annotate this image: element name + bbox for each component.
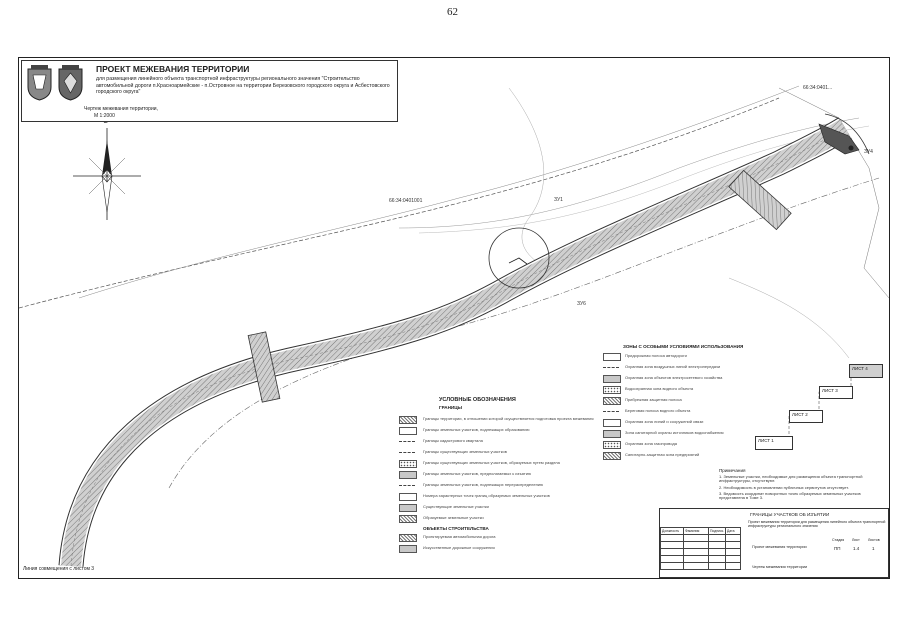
zones-item: Охранная зона воздушных линий электропередачи	[625, 364, 721, 369]
legend-swatch	[399, 460, 417, 468]
stamp-sheet: 1.4	[853, 546, 860, 551]
zones-item: Прибрежная защитная полоса	[625, 397, 682, 402]
stamp-col-header: Дата	[726, 528, 741, 535]
zones-item: Охранная зона объектов электросетевого хозяйства	[625, 375, 723, 380]
sheet-name: Чертеж межевания территории,	[84, 106, 158, 112]
drawing-sheet	[18, 57, 890, 579]
stamp-stage-label: Стадия	[832, 538, 845, 542]
project-title: ПРОЕКТ МЕЖЕВАНИЯ ТЕРРИТОРИИ	[96, 64, 250, 74]
legend-item: Границы земельных участков, подлежащих перераспределению	[423, 482, 544, 487]
parcel-label: ЗУ6	[577, 301, 586, 307]
legend-item: Границы существующих земельных участков, образуемых путем раздела	[423, 460, 560, 465]
legend-swatch	[399, 515, 417, 523]
legend-swatch	[399, 545, 417, 553]
zones-item: Охранная зона газопровода	[625, 441, 677, 446]
sheet-layout-box-4: ЛИСТ 4	[849, 364, 883, 378]
sheet-layout-steps	[757, 368, 851, 442]
page-number: 62	[447, 6, 458, 18]
coat-of-arms-icon	[26, 65, 53, 101]
stamp-stage: ПП	[834, 546, 841, 551]
drawing-stamp	[659, 508, 889, 578]
zones-legend-title: ЗОНЫ С ОСОБЫМИ УСЛОВИЯМИ ИСПОЛЬЗОВАНИЯ	[623, 344, 744, 349]
legend-item: Границы кадастрового квартала	[423, 438, 483, 443]
stamp-header: ГРАНИЦЫ УЧАСТКОВ ОБ ИЗЪЯТИИ	[750, 512, 830, 517]
north-arrow-icon	[73, 128, 141, 220]
legend-item: Границы земельных участков, подлежащих образованию	[423, 427, 530, 432]
stamp-col-header: Должность	[661, 528, 684, 535]
stamp-object: Проект межевания территории	[752, 545, 807, 549]
note-item: 1. Земельные участки, необходимые для размещения объекта транспортной инфраструктуры, отсутствуют.	[719, 474, 863, 484]
zones-swatch	[603, 375, 621, 383]
legend-item: Проектируемая автомобильная дорога	[423, 534, 496, 539]
zones-item: Охранная зона линий и сооружений связи	[625, 419, 704, 424]
note-item: 2. Необходимость в установлении публичных сервитутов отсутствует.	[719, 485, 849, 490]
sheet-layout-box-3: ЛИСТ 3	[819, 386, 853, 399]
zones-swatch	[603, 441, 621, 449]
utility-line	[399, 118, 859, 228]
legend-swatch	[399, 441, 415, 442]
parcel-label: ЗУ1	[554, 197, 563, 203]
sheet-layout-box-2: ЛИСТ 2	[789, 410, 823, 423]
zones-item: Зона санитарной охраны источников водоснабжения	[625, 430, 724, 435]
stamp-signatures-table	[660, 527, 741, 570]
junction-east-point	[849, 146, 854, 151]
match-line-note: Линия совмещения с листом 3	[23, 566, 95, 572]
stamp-sheet-label: Лист	[852, 538, 860, 542]
legend-swatch	[399, 427, 417, 435]
legend-swatch	[399, 416, 417, 424]
zones-item: Придорожная полоса автодороги	[625, 353, 687, 358]
forest-boundary	[509, 88, 549, 268]
stamp-sheets: 1	[872, 546, 875, 551]
legend-swatch	[399, 493, 417, 501]
zones-item: Санитарно-защитная зона предприятий	[625, 452, 700, 457]
legend-title: УСЛОВНЫЕ ОБОЗНАЧЕНИЯ	[439, 397, 516, 403]
forest-boundary-2	[729, 278, 849, 358]
legend-item: Существующие земельные участки	[423, 504, 489, 509]
cadastral-number-main: 66:34:0401001	[389, 198, 423, 204]
note-item: 3. Ведомость координат поворотных точек образуемых земельных участков представлена в Томе 3.	[719, 491, 861, 501]
stamp-col-header: Подпись	[709, 528, 726, 535]
scale-label: М 1:2000	[94, 113, 115, 119]
zones-swatch	[603, 367, 619, 368]
legend-item: Границы территории, в отношении которой осуществляется подготовка проекта межевания	[423, 416, 594, 421]
sheet-layout-box-1: ЛИСТ 1	[755, 436, 793, 450]
legend-item: Образуемые земельные участки	[423, 515, 484, 520]
cadastral-boundary-east	[779, 85, 889, 298]
stamp-col-header: Фамилия	[684, 528, 709, 535]
zones-swatch	[603, 353, 621, 361]
zones-item: Водоохранная зона водного объекта	[625, 386, 694, 391]
detail-circle-tick	[509, 258, 527, 264]
zones-swatch	[603, 397, 621, 405]
parcel-label: ЗУ4	[864, 149, 873, 155]
cadastral-number-top: 66:34:0401...	[803, 85, 833, 91]
legend-swatch	[399, 534, 417, 542]
stamp-description: Проект межевания территории для размещения линейного объекта транспортной инфраструктуры регионального значения	[748, 520, 886, 528]
legend-item: Границы существующих земельных участков	[423, 449, 507, 454]
legend-swatch	[399, 471, 417, 479]
zones-swatch	[603, 386, 621, 394]
legend-item: Искусственные дорожные сооружения	[423, 545, 495, 550]
zones-swatch	[603, 430, 621, 438]
zones-swatch	[603, 452, 621, 460]
zones-item: Береговая полоса водного объекта	[625, 408, 691, 413]
project-subtitle: для размещения линейного объекта транспортной инфраструктуры регионального значения "Строительство автомобильной дороги п.Красноармейские - п.Островное на территории Березовского городского округа и Асбестовского городского округа"	[96, 76, 390, 95]
legend-item: Номера характерных точек границ образуемых земельных участков	[423, 493, 550, 498]
zones-swatch	[603, 411, 619, 412]
legend-swatch	[399, 452, 415, 453]
legend-item: Границы земельных участков, предполагаемых к изъятию	[423, 471, 531, 476]
legend-swatch	[399, 485, 415, 486]
title-block	[21, 60, 398, 122]
coat-of-arms-icon	[57, 65, 84, 101]
stamp-sheets-label: Листов	[868, 538, 880, 542]
zones-swatch	[603, 419, 621, 427]
legend-section-borders: ГРАНИЦЫ	[439, 405, 463, 410]
legend-section-objects: ОБЪЕКТЫ СТРОИТЕЛЬСТВА	[423, 526, 489, 531]
notes-title: Примечания	[719, 468, 746, 473]
stamp-sheet-title: Чертеж межевания территории	[752, 565, 808, 569]
legend-swatch	[399, 504, 417, 512]
